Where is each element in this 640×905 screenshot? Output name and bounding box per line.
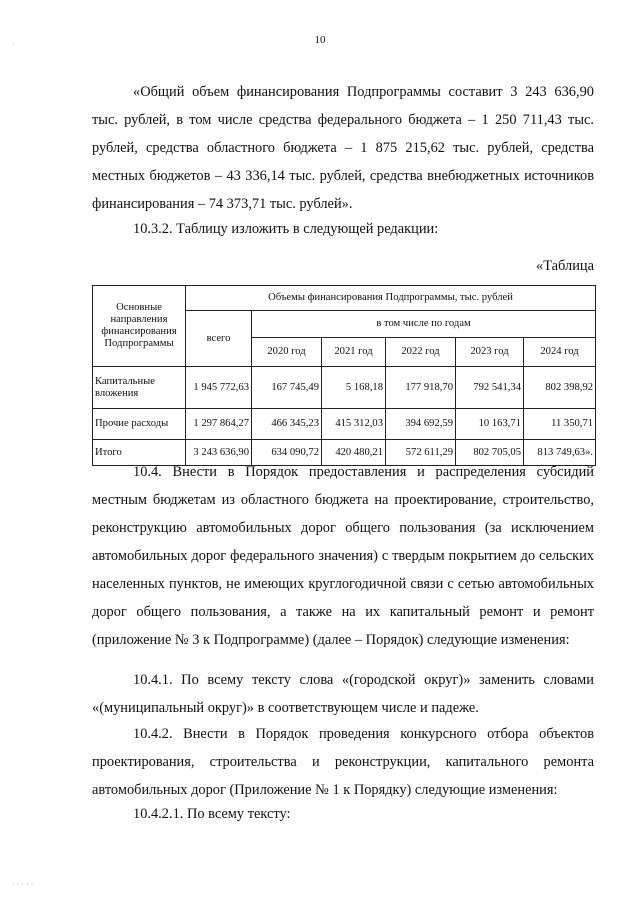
page-number: 10 [314, 34, 326, 46]
row-label: Итого [93, 440, 186, 466]
row-value: 634 090,72 [252, 440, 322, 466]
row-label: Капитальные вложения [93, 367, 186, 409]
table-row [93, 409, 596, 440]
row-value: 415 312,03 [322, 409, 386, 440]
paragraph-10-3-2: 10.3.2. Таблицу изложить в следующей редакции: [133, 221, 439, 237]
row-total: 3 243 636,90 [186, 440, 252, 466]
row-value: 11 350,71 [524, 409, 596, 440]
row-value: 10 163,71 [456, 409, 524, 440]
row-value: 420 480,21 [322, 440, 386, 466]
header-volumes: Объемы финансирования Подпрограммы, тыс. рублей [186, 286, 596, 311]
table-caption: «Таблица [536, 258, 594, 274]
row-value: 177 918,70 [386, 367, 456, 409]
row-value: 572 611,29 [386, 440, 456, 466]
row-value: 792 541,34 [456, 367, 524, 409]
row-value: 802 705,05 [456, 440, 524, 466]
row-label: Прочие расходы [93, 409, 186, 440]
paragraph-10-4-1: 10.4.1. По всему тексту слова «(городской округ)» заменить словами «(муниципальный округ)» в соответствующем числе и падеже. [92, 672, 594, 716]
header-directions: Основные направления финансирования Подпрограммы [93, 286, 186, 367]
row-value: 5 168,18 [322, 367, 386, 409]
header-year: 2021 год [322, 338, 386, 367]
paragraph-10-4-2-1: 10.4.2.1. По всему тексту: [133, 806, 291, 822]
row-total: 1 297 864,27 [186, 409, 252, 440]
scan-mark: · [12, 40, 15, 49]
paragraph-10-4-2: 10.4.2. Внести в Порядок проведения конкурсного отбора объектов проектирования, строительства и реконструкции, капитального ремонта автомобильных дорог (Приложение № 1 к Порядку) следующие изменения: [92, 726, 594, 798]
row-value: 394 692,59 [386, 409, 456, 440]
header-year: 2020 год [252, 338, 322, 367]
row-total: 1 945 772,63 [186, 367, 252, 409]
row-value: 466 345,23 [252, 409, 322, 440]
financing-table [92, 285, 596, 466]
header-year: 2024 год [524, 338, 596, 367]
table-row [93, 367, 596, 409]
header-by-year: в том числе по годам [252, 311, 596, 338]
row-value: 802 398,92 [524, 367, 596, 409]
header-year: 2023 год [456, 338, 524, 367]
row-value: 813 749,63». [524, 440, 596, 466]
header-total: всего [186, 311, 252, 367]
row-value: 167 745,49 [252, 367, 322, 409]
header-year: 2022 год [386, 338, 456, 367]
paragraph-10-4: 10.4. Внести в Порядок предоставления и распределения субсидий местным бюджетам из областного бюджета на проектирование, строительство, реконструкцию автомобильных дорог общего пользования (за исключением автомобильных дорог федерального значения) с твердым покрытием до сельских населенных пунктов, не имеющих круглогодичной связи с сетью автомобильных дорог общего пользования, а также на их капитальный ремонт и ремонт (приложение № 3 к Подпрограмме) (далее – Порядок) следующие изменения: [92, 464, 594, 648]
scan-mark: · · · · · [12, 880, 34, 889]
paragraph-financing-total: «Общий объем финансирования Подпрограммы составит 3 243 636,90 тыс. рублей, в том числе средства федерального бюджета – 1 250 711,43 тыс. рублей, средства областного бюджета – 1 875 215,62 тыс. рублей, средства местных бюджетов – 43 336,14 тыс. рублей, средства внебюджетных источников финансирования – 74 373,71 тыс. рублей». [92, 84, 594, 212]
